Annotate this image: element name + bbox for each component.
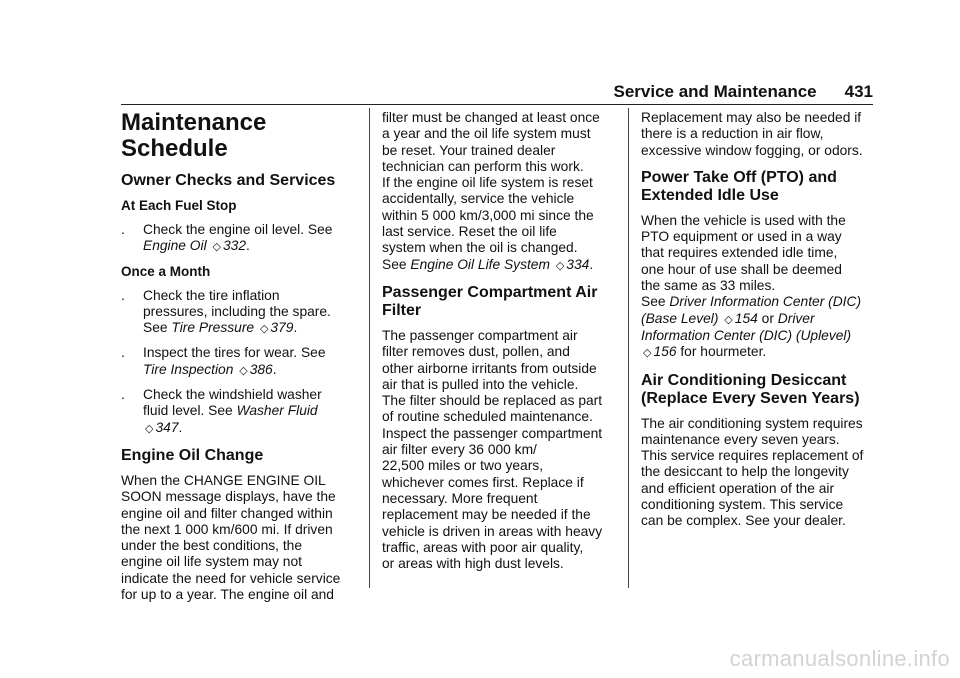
- link-washer-fluid[interactable]: Washer Fluid: [236, 403, 318, 419]
- page-ref-icon: ◇: [239, 364, 248, 377]
- fuel-stop-heading: At Each Fuel Stop: [121, 198, 237, 213]
- air-filter-body: The passenger compartment air filter removes dust, pollen, and other airborne irritants from outside air that is pulled into the vehicle. The filter should be replaced as part of routine scheduled maintenance. Inspect the passenger compartment air filter every 36 000 km/ 22,500 miles or two years, whichever comes first. Replace if necessary. More frequent replacement may be needed if the vehicle is driven in areas with heavy traffic, areas with poor air quality, or areas with high dust levels.: [382, 327, 603, 572]
- air-filter-heading: Passenger Compartment Air Filter: [382, 283, 598, 319]
- link-oil-life-system[interactable]: Engine Oil Life System: [410, 256, 550, 272]
- ac-desiccant-heading: Air Conditioning Desiccant (Replace Every Seven Years): [641, 371, 860, 407]
- column-divider-1: [369, 108, 370, 588]
- oil-change-continued: filter must be changed at least once a year and the oil life system must be reset. Your trained dealer technician can perform this work. If the engine oil life system is reset accidentally, service the vehicle within 5 000 km/3,000 mi since the last service. Reset the oil life system when the oil is changed. See Engine Oil Life System ◇ 334.: [382, 110, 600, 272]
- air-filter-continued: Replacement may also be needed if there is a reduction in air flow, excessive window fogging, or odors.: [641, 110, 863, 158]
- section-title: Service and Maintenance: [613, 82, 817, 101]
- engine-oil-change-heading: Engine Oil Change: [121, 446, 264, 464]
- header-rule: [121, 104, 873, 105]
- month-heading: Once a Month: [121, 263, 211, 279]
- bullet-washer-fluid: . Check the windshield washer fluid level. See Washer Fluid ◇ 347.: [121, 387, 322, 435]
- bullet-oil-level: . Check the engine oil level. See Engine Oil ◇ 332.: [121, 222, 333, 254]
- owner-checks-heading: Owner Checks and Services: [121, 172, 336, 189]
- bullet-tire-inspection: . Inspect the tires for wear. See Tire Inspection ◇ 386.: [121, 345, 326, 377]
- column-2: [382, 110, 618, 572]
- column-3: [641, 110, 877, 530]
- pto-body: When the vehicle is used with the PTO equipment or used in a way that requires extended idle time, one hour of use shall be deemed the same as 33 miles. See Driver Information Center (DIC) (Base Level) ◇ 154 or Driver Information Center (DIC) (Uplevel) ◇ 156 for hourmeter.: [641, 212, 862, 360]
- bullet-tire-pressure: . Check the tire inflation pressures, including the spare. See Tire Pressure ◇ 379.: [121, 287, 331, 336]
- page-title: Maintenance Schedule: [121, 109, 267, 162]
- engine-oil-change-body: When the CHANGE ENGINE OIL SOON message displays, have the engine oil and filter changed within the next 1 000 km/600 mi. If driven under the best conditions, the engine oil life system may not indicate the need for vehicle service for up to a year. The engine oil and: [121, 472, 341, 603]
- page-ref-icon: ◇: [145, 422, 154, 435]
- page-ref-icon: ◇: [555, 259, 565, 272]
- running-head: [613, 82, 873, 102]
- link-tire-pressure[interactable]: Tire Pressure: [171, 320, 255, 336]
- watermark: carmanualsonline.info: [729, 646, 950, 671]
- page-ref-icon: ◇: [643, 347, 652, 360]
- pto-heading: Power Take Off (PTO) and Extended Idle Use: [641, 168, 837, 204]
- column-divider-2: [628, 108, 629, 588]
- ac-desiccant-body: The air conditioning system requires maintenance every seven years. This service requires replacement of the desiccant to help the longevity and efficient operation of the air conditioning system. This service can be complex. See your dealer.: [641, 415, 864, 529]
- link-engine-oil[interactable]: Engine Oil: [143, 238, 207, 254]
- page-ref-icon: ◇: [724, 313, 733, 326]
- column-1: [121, 106, 357, 603]
- page-number: 431: [844, 82, 873, 101]
- link-dic-base[interactable]: Driver Information Center (DIC): [669, 294, 862, 310]
- link-tire-inspection[interactable]: Tire Inspection: [143, 361, 234, 377]
- page-ref-icon: ◇: [212, 241, 221, 254]
- page-ref-icon: ◇: [259, 323, 269, 336]
- link-dic-uplevel[interactable]: Driver: [777, 310, 815, 326]
